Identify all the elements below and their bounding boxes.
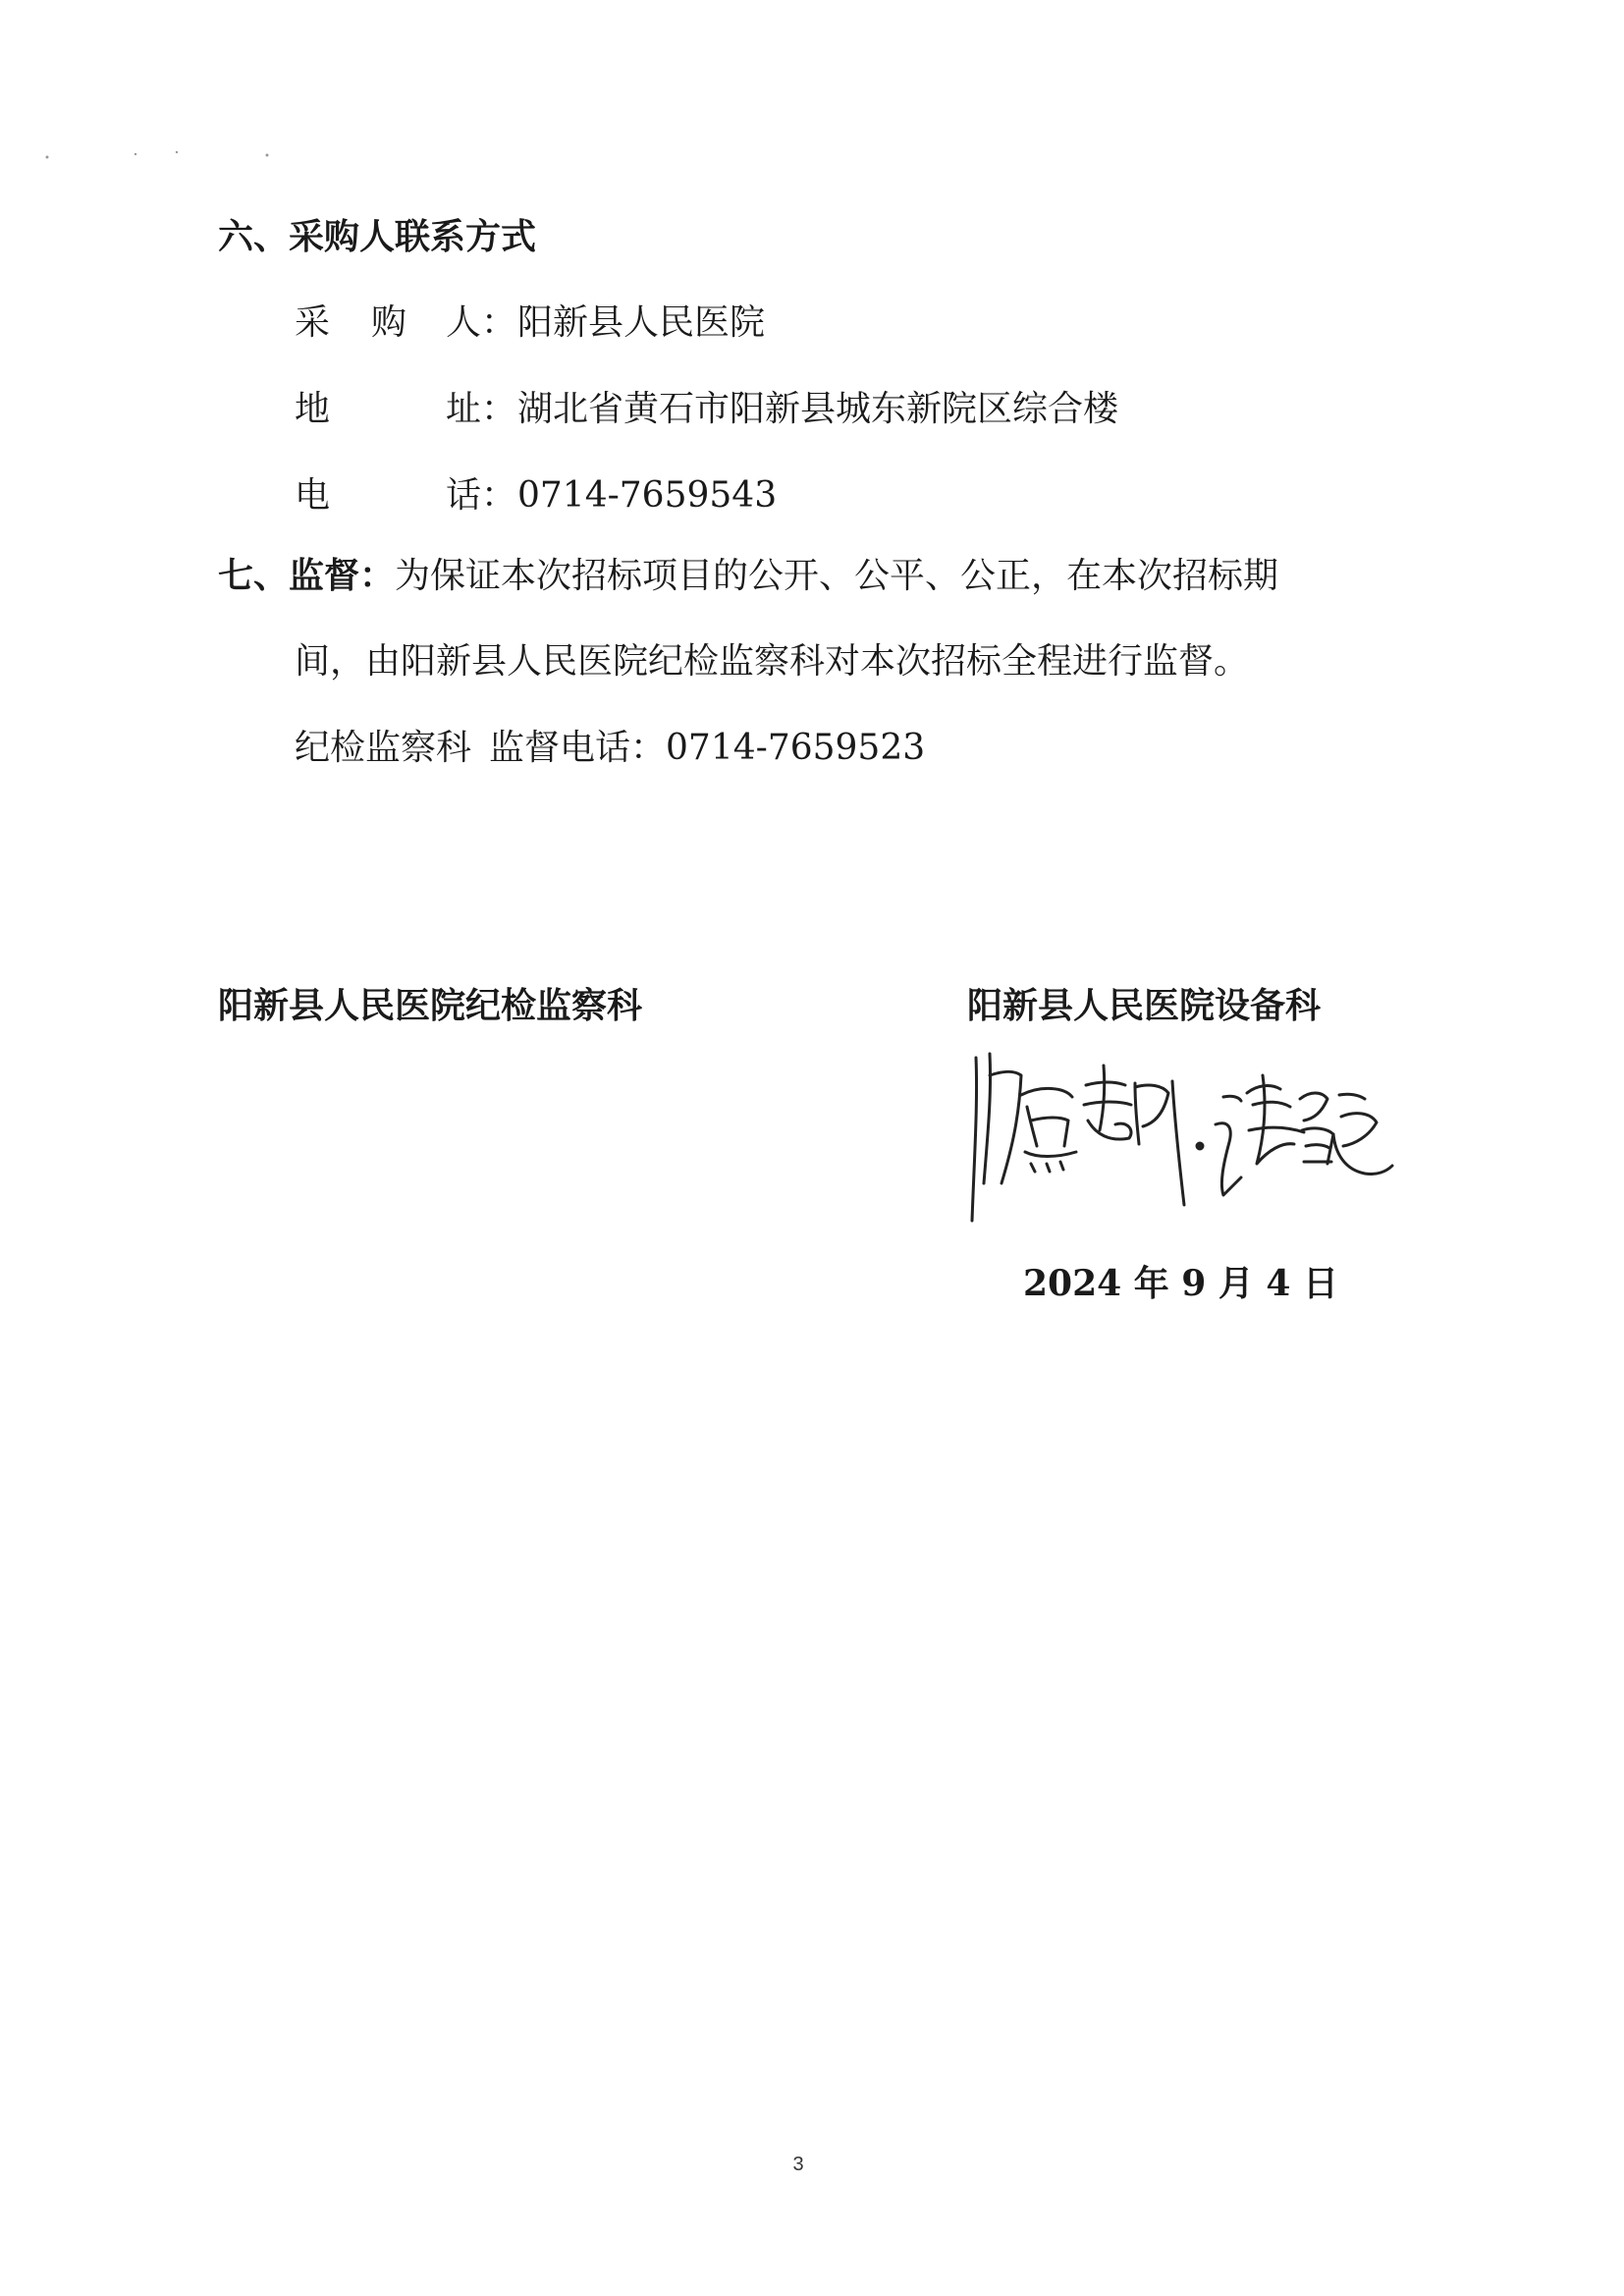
label-char: 地 [295, 389, 331, 429]
right-org-name: 阳新县人民医院设备科 [967, 985, 1322, 1026]
address-label [295, 386, 517, 433]
phone-value: 0714-7659543 [517, 475, 778, 516]
section-seven-text-1: 为保证本次招标项目的公开、公平、公正，在本次招标期 [395, 556, 1279, 596]
left-org-name: 阳新县人民医院纪检监察科 [218, 985, 643, 1026]
supervision-contact [295, 725, 925, 772]
label-char: 电 [295, 475, 331, 516]
document-date: 2024 年 9 月 4 日 [1023, 1263, 1338, 1304]
address-row [295, 386, 1118, 433]
label-char: 人： [446, 302, 517, 343]
section-seven-line-2: 间，由阳新县人民医院纪检监察科对本次招标全程进行监督。 [295, 641, 1250, 682]
section-six-heading: 六、采购人联系方式 [218, 216, 537, 257]
label-char: 购 [371, 302, 407, 343]
handwritten-signature-icon [962, 1036, 1394, 1223]
purchaser-value: 阳新县人民医院 [517, 302, 766, 343]
phone-row [295, 472, 777, 519]
label-char: 采 [295, 302, 331, 343]
page-number: 3 [792, 2154, 804, 2175]
supervision-phone-value: 0714-7659523 [666, 728, 926, 768]
section-seven-heading: 七、监督： [218, 555, 396, 596]
purchaser-row [295, 300, 765, 347]
address-value: 湖北省黄石市阳新县城东新院区综合楼 [517, 389, 1119, 429]
label-char: 话： [446, 475, 517, 516]
supervision-phone-label: 监督电话： [489, 728, 667, 768]
label-char: 址： [446, 389, 517, 429]
phone-label [295, 472, 517, 519]
section-seven-line-1 [218, 552, 1278, 600]
scan-artifact-icon [39, 147, 295, 167]
supervision-dept: 纪检监察科 [295, 728, 472, 768]
purchaser-label [295, 300, 517, 347]
